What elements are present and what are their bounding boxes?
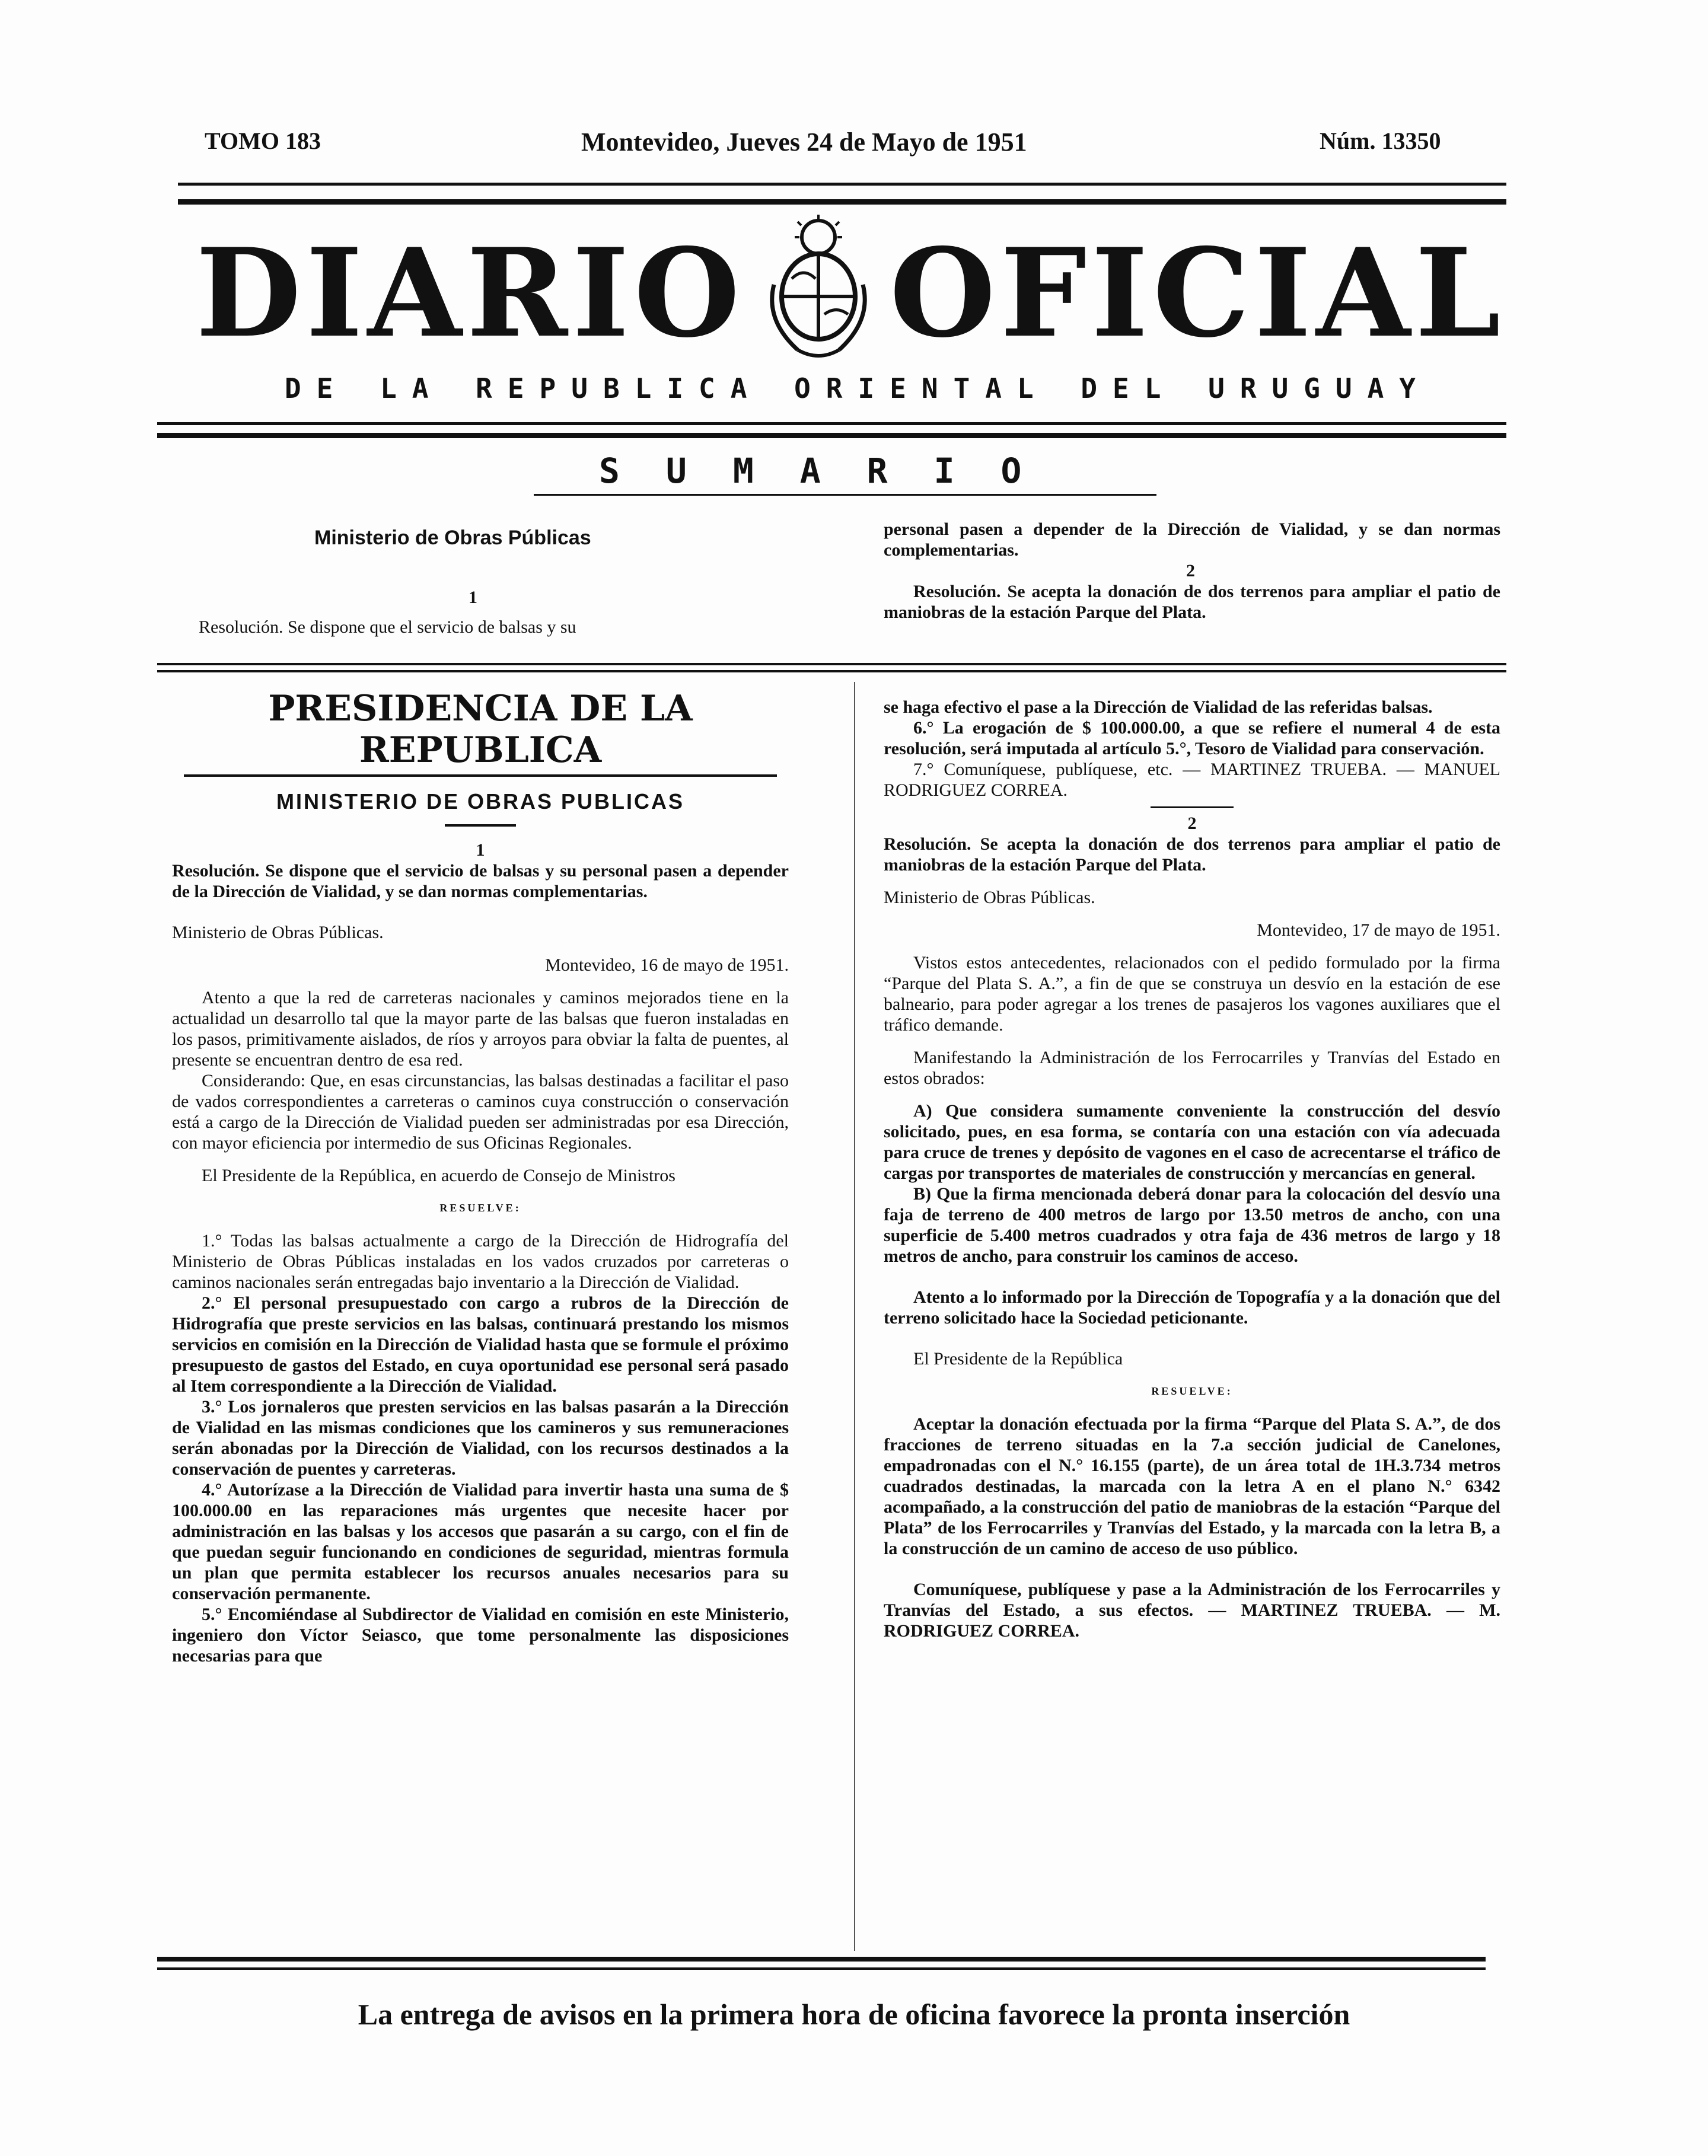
paragraph: Comuníquese, publíquese y pase a la Administración de los Ferrocarriles y Tranvías del Estado, a sus efectos. — MARTINEZ TRUEBA. — M. RODRIGUEZ CORREA. xyxy=(884,1580,1500,1641)
separator xyxy=(1151,806,1234,808)
footer-rule-2 xyxy=(157,1967,1486,1970)
article-continued: se haga efectivo el pase a la Dirección de Vialidad de las referidas balsas. xyxy=(884,697,1433,717)
article: 7.° Comuníquese, publíquese, etc. — MARTINEZ TRUEBA. — MANUEL RODRIGUEZ CORREA. xyxy=(884,760,1500,800)
footer-rule xyxy=(157,1957,1486,1962)
resolution-title: Resolución. Se dispone que el servicio de balsas y su personal pasen a depender de la Dirección de Vialidad, y se dan normas complementarias. xyxy=(172,861,789,901)
resolution-date: Montevideo, 17 de mayo de 1951. xyxy=(1257,920,1500,940)
paragraph: Aceptar la donación efectuada por la firma “Parque del Plata S. A.”, de dos fracciones de terreno situadas en la 7.a sección judicial de Canelones, empadronadas con el N.° 16.155 (parte), de un área total de 1H.3.734 metros cuadrados destinadas, la marcada con la letra A en el plano N.° 6342 acompañado, a la construcción del patio de maniobras de la estación “Parque del Plata” de los Ferrocarriles y Tranvías del Estado, y la marcada con la letra B, a la construcción de un camino de acceso de uso público. xyxy=(884,1414,1500,1558)
masthead-rule xyxy=(157,422,1506,425)
ministry-line: Ministerio de Obras Públicas. xyxy=(884,888,1095,907)
resolution-title: Resolución. Se acepta la donación de dos terrenos para ampliar el patio de maniobras de la estación Parque del Plata. xyxy=(884,834,1500,875)
sumario-item1-continued: personal pasen a depender de la Dirección de Vialidad, y se dan normas complementarias. xyxy=(884,519,1500,560)
masthead-title-right: OFICIAL xyxy=(890,222,1506,365)
resuelve-heading: RESUELVE: xyxy=(1151,1385,1233,1397)
paragraph: Vistos estos antecedentes, relacionados con el pedido formulado por la firma “Parque del Plata S. A.”, a fin de que se construya un desvío en la estación de ese balneario, para poder agregar a los trenes de pasajeros los vagones auxiliares que el tráfico demande. xyxy=(884,953,1500,1035)
section-title: PRESIDENCIA DE LA REPUBLICA xyxy=(268,688,693,771)
paragraph: Considerando: Que, en esas circunstancias, las balsas destinadas a facilitar el paso de vados correspondientes a carreteras o caminos cuya construcción o conservación está a cargo de la Dirección de Vialidad pueden ser administradas por esa Dirección, con mayor eficiencia por intermedio de sus Oficinas Regionales. xyxy=(172,1071,789,1153)
masthead xyxy=(0,222,1708,365)
article: 1.° Todas las balsas actualmente a cargo de la Dirección de Hidrografía del Ministerio de Obras Públicas instaladas en los vados cruzados por carreteras o caminos nacionales serán entregadas bajo inventario a la Dirección de Vialidad. xyxy=(172,1231,789,1292)
ministry-line: Ministerio de Obras Públicas. xyxy=(172,923,384,942)
resolution-number: 2 xyxy=(1187,814,1197,833)
ministry-title: MINISTERIO DE OBRAS PUBLICAS xyxy=(276,789,685,814)
paragraph: A) Que considera sumamente conveniente la construcción del desvío solicitado, pues, en esa forma, se contaría con una estación con vía adecuada para cruce de trenes y depósito de vagones en el caso de acrecentarse el tráfico de cargas por transportes de materiales de construcción y mercancías en general. xyxy=(884,1101,1500,1183)
sumario-item1-text: Resolución. Se dispone que el servicio de balsas y su xyxy=(199,617,576,637)
masthead-rule-thick xyxy=(157,433,1506,438)
paragraph: El Presidente de la República xyxy=(913,1349,1123,1369)
coat-of-arms-icon xyxy=(762,213,875,362)
resolution-number: 1 xyxy=(476,840,485,860)
sumario-heading: SUMARIO xyxy=(599,451,1068,491)
article: 5.° Encomiéndase al Subdirector de Vialidad en comisión en este Ministerio, ingeniero don Víctor Seiasco, que tome personalmente las disposiciones necesarias para que xyxy=(172,1605,789,1666)
masthead-subtitle: DE LA REPUBLICA ORIENTAL DEL URUGUAY xyxy=(285,372,1431,404)
sumario-rule xyxy=(157,663,1506,665)
sumario-rule-2 xyxy=(157,670,1506,672)
sumario-ministry: Ministerio de Obras Públicas xyxy=(314,527,591,549)
paragraph: El Presidente de la República, en acuerdo de Consejo de Ministros xyxy=(202,1166,675,1185)
right-column xyxy=(884,697,1500,1641)
dateline: Montevideo, Jueves 24 de Mayo de 1951 xyxy=(581,127,1027,157)
paragraph: Manifestando la Administración de los Ferrocarriles y Tranvías del Estado en estos obrados: xyxy=(884,1048,1500,1088)
ministry-title-rule xyxy=(445,824,516,827)
article: 6.° La erogación de $ 100.000.00, a que se refiere el numeral 4 de esta resolución, será imputada al artículo 5.°, Tesoro de Vialidad para conservación. xyxy=(884,718,1500,758)
issue-number: Núm. 13350 xyxy=(1320,127,1441,154)
article: 3.° Los jornaleros que presten servicios en las balsas pasarán a la Dirección de Vialidad en las mismas condiciones que los camineros y sus remuneraciones serán abonadas por la Dirección de Vialidad, con los recursos destinados a la conservación de puentes y carreteras. xyxy=(172,1397,789,1479)
paragraph: Atento a lo informado por la Dirección de Topografía y a la donación que del terreno solicitado hace la Sociedad peticionante. xyxy=(884,1287,1500,1328)
paragraph: Atento a que la red de carreteras nacionales y caminos mejorados tiene en la actualidad un desarrollo tal que la mayor parte de las balsas que fueron instaladas en los pasos, primitivamente aislados, de ríos y arroyos para obviar la falta de puentes, al presente se encuentran dentro de esa red. xyxy=(172,988,789,1070)
header-rule xyxy=(178,183,1506,186)
article: 4.° Autorízase a la Dirección de Vialidad para invertir hasta una suma de $ 100.000.00 en las reparaciones más urgentes que necesite hacer por administración en las balsas y los accesos que pasarán a su cargo, con el fin de que puedan seguir funcionando en condiciones de seguridad, mientras formula un plan que permita establecer los recursos anuales necesarios para su conservación permanente. xyxy=(172,1480,789,1603)
sumario-underline xyxy=(534,494,1156,496)
section-title-rule xyxy=(184,774,777,777)
article: 2.° El personal presupuestado con cargo a rubros de la Dirección de Hidrografía que preste servicios en las balsas, continuará prestando los mismos servicios en comisión en la Dirección de Vialidad hasta que se formule el próximo presupuesto de gastos del Estado, en cuya oportunidad ese personal será pasado al Item correspondiente a la Dirección de Vialidad. xyxy=(172,1293,789,1396)
paragraph: B) Que la firma mencionada deberá donar para la colocación del desvío una faja de terreno de 400 metros de largo por 13.50 metros de ancho, con una superficie de 5.400 metros cuadrados y otra faja de 436 metros de largo y 18 metros de ancho, para construir los caminos de acceso. xyxy=(884,1184,1500,1266)
sumario-item2-text: Resolución. Se acepta la donación de dos terrenos para ampliar el patio de maniobras de la estación Parque del Plata. xyxy=(884,582,1500,622)
sumario-item1-number: 1 xyxy=(469,588,477,607)
sumario-item2-number: 2 xyxy=(1186,561,1195,581)
tomo-label: TOMO 183 xyxy=(205,127,321,154)
header-rule-thick xyxy=(178,199,1506,205)
column-divider xyxy=(854,682,855,1951)
left-column xyxy=(172,688,789,1666)
resolution-date: Montevideo, 16 de mayo de 1951. xyxy=(545,955,789,975)
masthead-title-left: DIARIO xyxy=(196,222,745,365)
footer-notice: La entrega de avisos en la primera hora de oficina favorece la pronta inserción xyxy=(358,1998,1350,2031)
resuelve-heading: RESUELVE: xyxy=(439,1202,521,1214)
